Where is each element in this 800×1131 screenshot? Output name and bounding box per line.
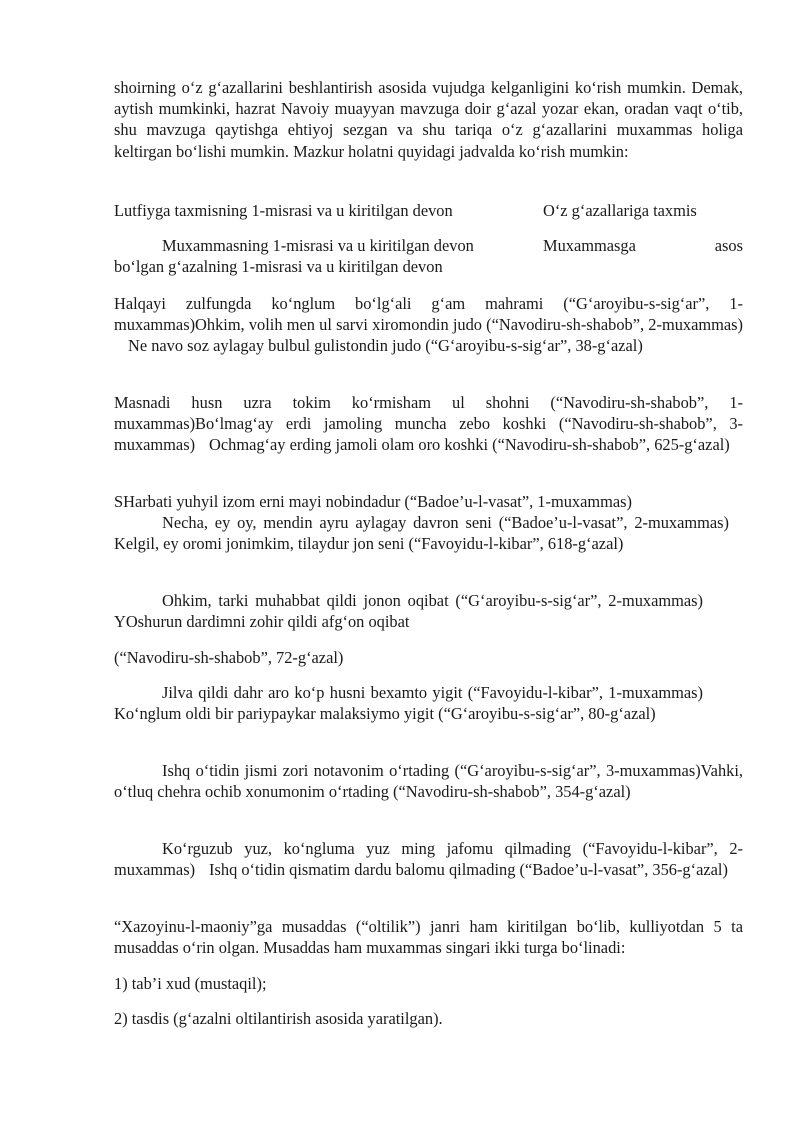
row-3-source-gazal: Kelgil, ey oromi jonimkim, tilaydur jon seni (“Favoyidu-l-kibar”, 618-g‘azal) bbox=[114, 534, 624, 554]
row-3-muxammas-a: SHarbati yuhyil izom erni mayi nobindadur (“Badoe’u-l-vasat”, 1-muxammas) bbox=[114, 492, 632, 511]
table-subheader-row bbox=[114, 235, 743, 278]
row-7-source-gazal: Ishq o‘tidin qismatim dardu balomu qilmading (“Badoe’u-l-vasat”, 356-g‘azal) bbox=[209, 860, 728, 880]
row-1-source-gazal: Ne navo soz aylagay bulbul gulistondin judo (“G‘aroyibu-s-sig‘ar”, 38-g‘azal) bbox=[128, 336, 643, 356]
row-6-source-gazal: Vahki, o‘tluq chehra ochib xonumonim o‘rtading (“Navodiru-sh-shabob”, 354-g‘azal) bbox=[114, 761, 743, 802]
row-1-muxammas-b: Ohkim, volih men ul sarvi xiromondin judo (“Navodiru-sh-shabob”, 2-muxammas) bbox=[195, 315, 743, 335]
list-item: 2) tasdis (g‘azalni oltilantirish asosida yaratilgan). bbox=[114, 1009, 443, 1028]
row-2-muxammas-a: Masnadi husn uzra tokim ko‘rmisham ul shohni (“Navodiru-sh-shabob”, 1-muxammas) bbox=[114, 393, 743, 434]
table-row bbox=[114, 293, 743, 357]
row-5-source-gazal: Ko‘nglum oldi bir pariypaykar malaksiymo yigit (“G‘aroyibu-s-sig‘ar”, 80-g‘azal) bbox=[114, 704, 656, 724]
list-item: 1) tab’i xud (mustaqil); bbox=[114, 974, 267, 993]
table-row bbox=[114, 682, 743, 724]
closing-paragraph: “Xazoyinu-l-maoniy”ga musaddas (“oltilik”) janri ham kiritilgan bo‘lib, kulliyotdan 5 ta musaddas o‘rin olgan. Musaddas ham muxammas singari ikki turga bo‘linadi: bbox=[114, 917, 743, 958]
row-7-muxammas: Ko‘rguzub yuz, ko‘ngluma yuz ming jafomu qilmading (“Favoyidu-l-kibar”, 2-muxammas) bbox=[114, 839, 743, 880]
table-row bbox=[114, 392, 743, 456]
table-header-col1: Lutfiyga taxmisning 1-misrasi va u kiritilgan devon bbox=[114, 201, 453, 220]
table-row bbox=[114, 760, 743, 802]
row-4-source-devon: (“Navodiru-sh-shabob”, 72-g‘azal) bbox=[114, 648, 344, 667]
row-3-muxammas-b: Necha, ey oy, mendin ayru aylagay davron seni (“Badoe’u-l-vasat”, 2-muxammas) bbox=[162, 513, 729, 533]
table-subheader-col2b: asos bbox=[714, 236, 743, 255]
row-2-source-gazal: Ochmag‘ay erding jamoli olam oro koshki (“Navodiru-sh-shabob”, 625-g‘azal) bbox=[209, 435, 730, 455]
row-2-muxammas-b: Bo‘lmag‘ay erdi jamoling muncha zebo koshki (“Navodiru-sh-shabob”, 3-muxammas) bbox=[114, 414, 743, 455]
row-5-muxammas: Jilva qildi dahr aro ko‘p husni bexamto yigit (“Favoyidu-l-kibar”, 1-muxammas) bbox=[162, 683, 703, 702]
table-row bbox=[114, 838, 743, 880]
row-4-source-gazal: YOshurun dardimni zohir qildi afg‘on oqibat bbox=[114, 612, 410, 632]
intro-paragraph: shoirning o‘z g‘azallarini beshlantirish asosida vujudga kelganligini ko‘rish mumkin. Demak, aytish mumkinki, hazrat Navoiy muayyan mavzuga doir g‘azal yozar ekan, oradan vaqt o‘tib, shu mavzuga qaytishga ehtiyoj sezgan va shu tariqa o‘z g‘azallarini muxammas holiga keltirgan bo‘lishi mumkin. Mazkur holatni quyidagi jadvalda ko‘rish mumkin: bbox=[114, 78, 743, 161]
table-subheader-col1: Muxammasning 1-misrasi va u kiritilgan devon bbox=[162, 236, 474, 255]
table-subheader-col2 bbox=[543, 235, 743, 256]
table-header-col2: O‘z g‘azallariga taxmis bbox=[543, 201, 697, 220]
table-row bbox=[114, 590, 743, 632]
table-subheader-col2a: Muxammasga bbox=[543, 236, 636, 255]
row-4-muxammas-a: Ohkim, tarki muhabbat qildi jonon oqibat (“G‘aroyibu-s-sig‘ar”, 2-muxammas) bbox=[162, 591, 703, 610]
table-subheader-col3: bo‘lgan g‘azalning 1-misrasi va u kiritilgan devon bbox=[114, 257, 443, 276]
table-header-row bbox=[114, 200, 743, 221]
row-1-muxammas-a: Halqayi zulfungda ko‘nglum bo‘lg‘ali g‘am mahrami (“G‘aroyibu-s-sig‘ar”, 1-muxammas) bbox=[114, 294, 743, 335]
table-row bbox=[114, 491, 743, 555]
row-6-muxammas: Ishq o‘tidin jismi zori notavonim o‘rtading (“G‘aroyibu-s-sig‘ar”, 3-muxammas) bbox=[162, 761, 701, 780]
